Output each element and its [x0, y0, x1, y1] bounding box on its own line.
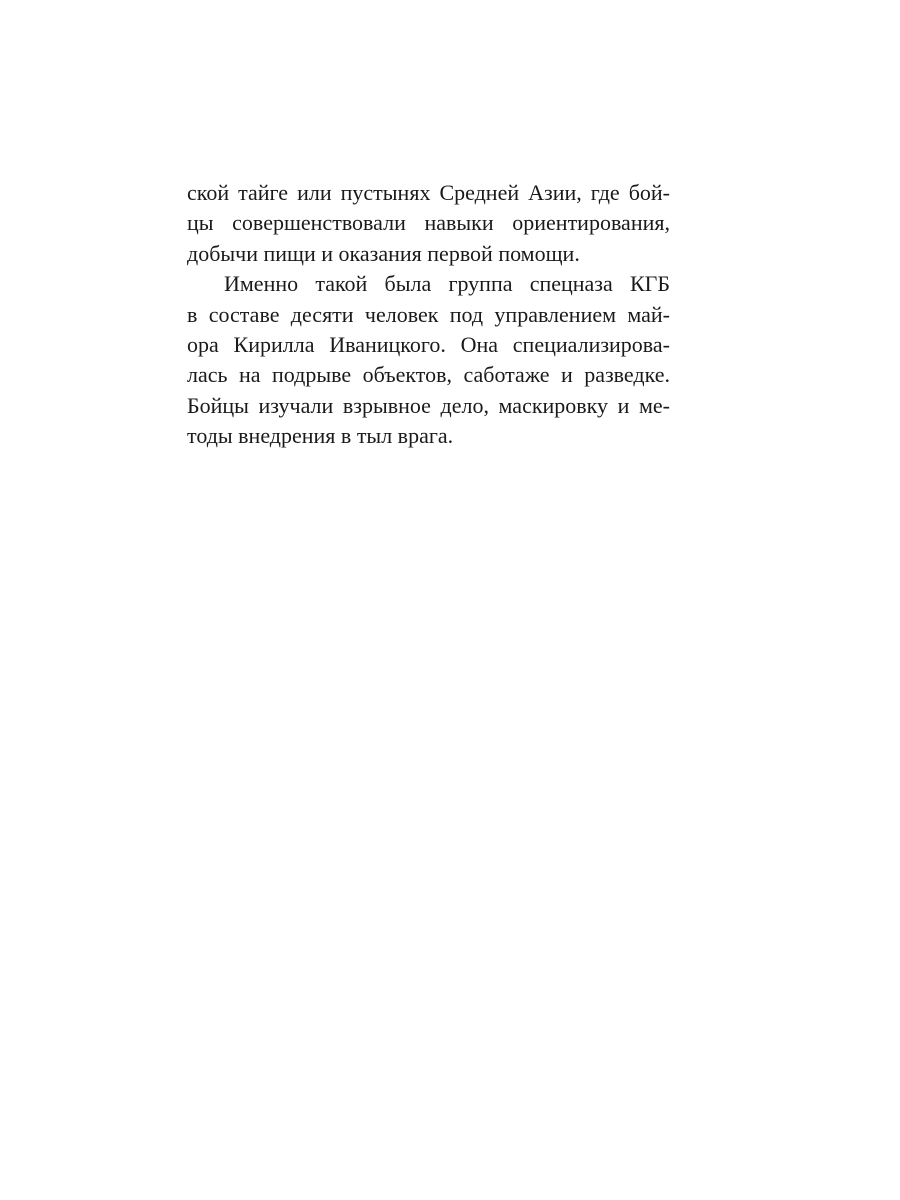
text-line: в составе десяти человек под управлением май- [187, 301, 670, 327]
text-line: ора Кирилла Иваницкого. Она специализирова- [187, 331, 670, 357]
paragraph-1 [187, 178, 670, 269]
paragraph-2 [187, 269, 670, 451]
text-line: цы совершенствовали навыки ориентирования, [187, 210, 670, 236]
text-line: ской тайге или пустынях Средней Азии, где бой- [187, 180, 670, 205]
text-line: Бойцы изучали взрывное дело, маскировку и ме- [187, 392, 670, 418]
body-text [187, 178, 670, 452]
text-line: Именно такой была группа спецназа КГБ [224, 271, 670, 297]
text-line: добычи пищи и оказания первой помощи. [187, 240, 580, 266]
text-line: лась на подрыве объектов, саботаже и разведке. [187, 362, 670, 388]
text-line: тоды внедрения в тыл врага. [187, 423, 454, 449]
